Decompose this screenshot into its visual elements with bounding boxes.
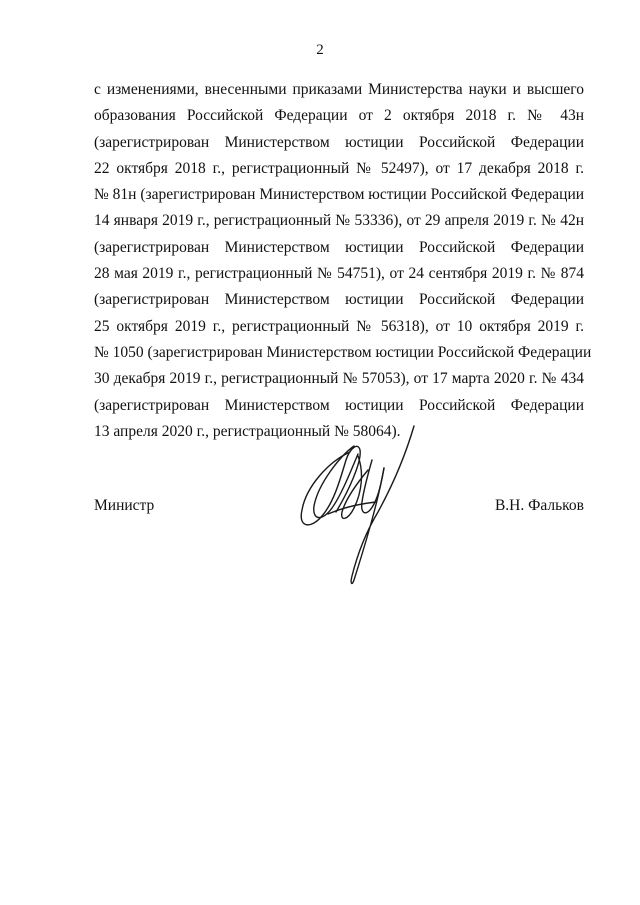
body-line: 30 декабря 2019 г., регистрационный № 57053), от 17 марта 2020 г. № 434 <box>94 370 584 388</box>
body-line: с изменениями, внесенными приказами Министерства науки и высшего <box>94 81 584 98</box>
body-line: 13 апреля 2020 г., регистрационный № 58064). <box>94 422 401 440</box>
signer-name: В.Н. Фальков <box>494 497 584 514</box>
body-line: 25 октября 2019 г., регистрационный № 56318), от 10 октября 2019 г. <box>94 317 584 335</box>
body-line: № 81н (зарегистрирован Министерством юстиции Российской Федерации <box>94 186 585 204</box>
page-number: 2 <box>316 42 324 58</box>
body-line: (зарегистрирован Министерством юстиции Российской Федерации <box>94 238 584 256</box>
body-line: № 1050 (зарегистрирован Министерством юстиции Российской Федерации <box>94 343 592 361</box>
body-line: (зарегистрирован Министерством юстиции Российской Федерации <box>94 291 584 309</box>
document-body <box>94 77 592 445</box>
body-line: образования Российской Федерации от 2 октября 2018 г. № 43н <box>94 107 584 125</box>
handwritten-signature <box>288 412 428 587</box>
signer-title: Министр <box>94 497 155 514</box>
body-line: 28 мая 2019 г., регистрационный № 54751), от 24 сентября 2019 г. № 874 <box>94 265 584 283</box>
body-line: 14 января 2019 г., регистрационный № 53336), от 29 апреля 2019 г. № 42н <box>94 212 584 230</box>
body-line: (зарегистрирован Министерством юстиции Российской Федерации <box>94 396 584 414</box>
body-line: (зарегистрирован Министерством юстиции Российской Федерации <box>94 133 584 151</box>
body-line: 22 октября 2018 г., регистрационный № 52497), от 17 декабря 2018 г. <box>94 159 584 177</box>
